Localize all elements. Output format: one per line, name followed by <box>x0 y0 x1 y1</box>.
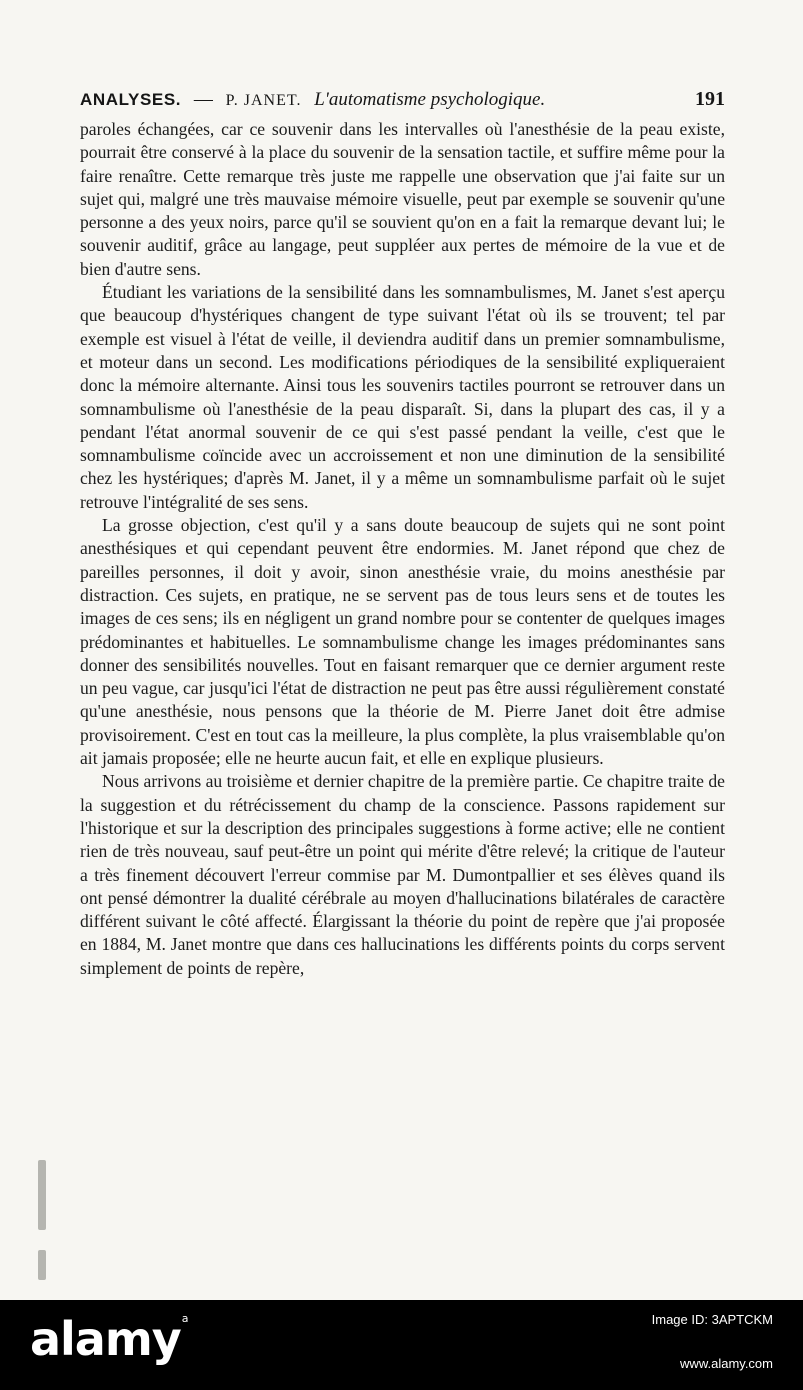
header-author: P. JANET. <box>225 92 302 109</box>
header-left <box>80 89 545 111</box>
paragraph: Nous arrivons au troisième et dernier chapitre de la première partie. Ce chapitre traite de la suggestion et du rétrécissement du champ de la conscience. Passons rapidement sur l'historique et sur la description des principales suggestions à forme active; elle ne contient rien de très nouveau, sauf peut-être un point qui mérite d'être relevé; la critique de l'auteur a très finement découvert l'erreur commise par M. Dumontpallier et ses élèves quand ils ont pensé démontrer la dualité cérébrale au moyen d'hallucinations bilatérales de caractère différent suivant le côté affecté. Élargissant la théorie du point de repère que j'ai proposée en 1884, M. Janet montre que dans ces hallucinations les différents points du corps servent simplement de points de repère, <box>80 771 725 978</box>
alamy-logo-mark: a <box>181 1312 188 1325</box>
page-edge-shadow <box>38 1160 46 1230</box>
header-work-title: L'automatisme psychologique. <box>314 89 546 110</box>
header-section: ANALYSES. <box>80 90 182 109</box>
paragraph: La grosse objection, c'est qu'il y a sans doute beaucoup de sujets qui ne sont point anesthésiques et qui cependant peuvent être endormies. M. Janet répond que chez de pareilles personnes, il doit y avoir, sinon anesthésie vraie, du moins anesthésie par distraction. Ces sujets, en pratique, ne se servent pas de tous leurs sens et de toutes les images de ces sens; ils en négligent un grand nombre pour se contenter de quelques images prédominantes et habituelles. Le somnambulisme change les images prédominantes sans donner des sensibilités nouvelles. Tout en faisant remarquer que ce dernier argument reste un peu vague, car jusqu'ici l'état de distraction ne peut pas être aussi régulièrement constaté qu'une anesthésie, nous pensons que la théorie de M. Pierre Janet doit être admise provisoirement. C'est en tout cas la meilleure, la plus complète, la plus vraisemblable qu'on ait jamais proposée; elle ne heurte aucun fait, et elle en explique plusieurs. <box>80 515 725 769</box>
running-header <box>80 88 725 111</box>
article-body <box>80 118 725 980</box>
paragraph: paroles échangées, car ce souvenir dans les intervalles où l'anesthésie de la peau existe, pourrait être conservé à la place du souvenir de la sensation tactile, et suffire même pour la faire renaître. Cette remarque très juste me rappelle une observation que j'ai faite sur un sujet qui, malgré une très mauvaise mémoire visuelle, peut par exemple se souvenir qu'une personne a des yeux noirs, parce qu'il se souvient qu'on en a fait la remarque devant lui; le souvenir auditif, grâce au langage, peut suppléer aux pertes de mémoire de la vue et de bien d'autre sens. <box>80 119 725 279</box>
alamy-logo-text: alamy <box>30 1312 181 1366</box>
image-id: Image ID: 3APTCKM <box>651 1312 773 1327</box>
stock-url: www.alamy.com <box>680 1356 773 1371</box>
page-number: 191 <box>695 88 725 110</box>
paragraph: Étudiant les variations de la sensibilité dans les somnambulismes, M. Janet s'est aperçu que beaucoup d'hystériques changent de type suivant l'état où ils se trouvent; tel par exemple est visuel à l'état de veille, il deviendra auditif dans un premier somnambulisme, et moteur dans un second. Les modifications périodiques de la sensibilité expliqueraient donc la mémoire alternante. Ainsi tous les souvenirs tactiles pourront se retrouver dans un somnambulisme où l'anesthésie de la peau disparaît. Si, dans la plupart des cas, il y a pendant l'état anormal souvenir de ce qui s'est passé pendant la veille, c'est que le somnambulisme coïncide avec un accroissement et non une diminution de la sensibilité chez les hystériques; d'après M. Janet, il y a même un somnambulisme parfait où le sujet retrouve l'intégralité de ses sens. <box>80 282 725 512</box>
page-edge-shadow <box>38 1250 46 1280</box>
header-dash: — <box>193 89 213 110</box>
alamy-logo <box>30 1312 188 1366</box>
